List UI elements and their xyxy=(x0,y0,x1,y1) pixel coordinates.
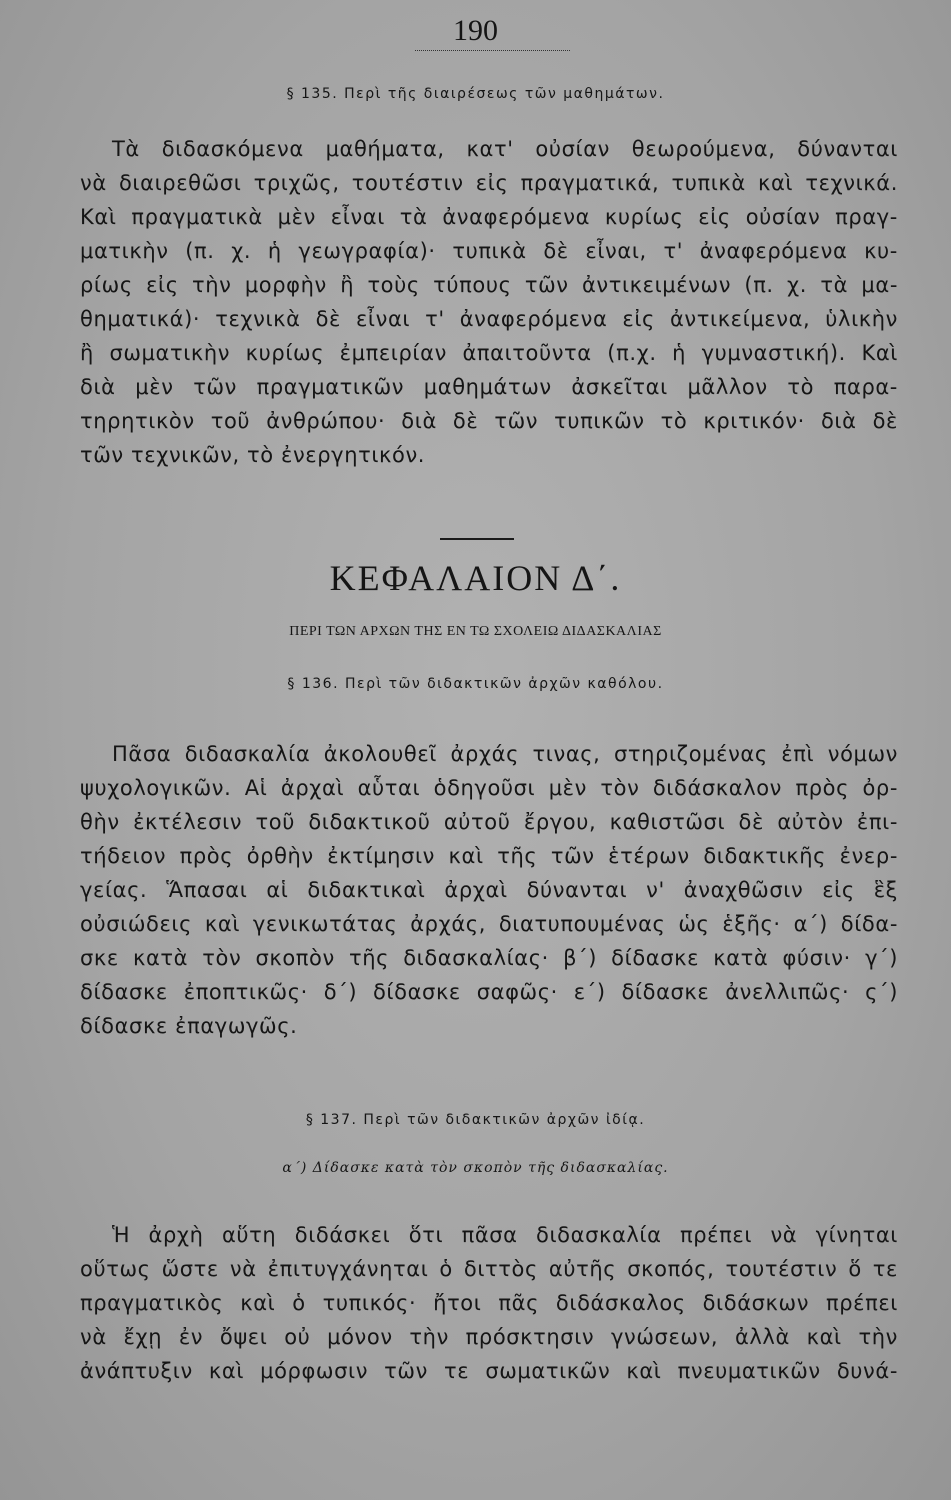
text-line: ματικὴν (π. χ. ἡ γεωγραφία)· τυπικὰ δὲ εἶναι, τ' ἀναφερόμενα κυ- xyxy=(80,239,898,263)
section-135-heading: § 135. Περὶ τῆς διαιρέσεως τῶν μαθημάτων. xyxy=(286,86,665,102)
text-line: τήδειον πρὸς ὀρθὴν ἐκτίμησιν καὶ τῆς τῶν ἑτέρων διδακτικῆς ἐνερ- xyxy=(80,844,898,868)
section-136-heading: § 136. Περὶ τῶν διδακτικῶν ἀρχῶν καθόλου. xyxy=(287,676,664,692)
section-136-paragraph xyxy=(80,737,898,1043)
section-137-paragraph xyxy=(80,1218,898,1388)
text-line: τῶν τεχνικῶν, τὸ ἐνεργητικόν. xyxy=(80,443,426,467)
text-line: γείας. Ἅπασαι αἱ διδακτικαὶ ἀρχαὶ δύνανται ν' ἀναχθῶσιν εἰς ἓξ xyxy=(80,878,898,902)
chapter-title: ΚΕΦΑΛΑΙΟΝ Δ΄. xyxy=(329,558,622,598)
chapter-subtitle: ΠΕΡΙ ΤΩΝ ΑΡΧΩΝ ΤΗΣ ΕΝ ΤΩ ΣΧΟΛΕΙΩ ΔΙΔΑΣΚΑΛΙΑΣ xyxy=(289,624,662,639)
text-line: οὐσιώδεις καὶ γενικωτάτας ἀρχάς, διατυπουμένας ὡς ἑξῆς· α΄) δίδα- xyxy=(80,912,898,936)
text-line: θὴν ἐκτέλεσιν τοῦ διδακτικοῦ αὐτοῦ ἔργου, καθιστῶσι δὲ αὐτὸν ἐπι- xyxy=(80,810,898,834)
text-line: δίδασκε ἐπαγωγῶς. xyxy=(80,1014,298,1038)
chapter-divider xyxy=(440,538,514,540)
page-number: 190 xyxy=(453,14,498,47)
text-line: ρίως εἰς τὴν μορφὴν ἢ τοὺς τύπους τῶν ἀντικειμένων (π. χ. τὰ μα- xyxy=(80,273,898,297)
text-line: Πᾶσα διδασκαλία ἀκολουθεῖ ἀρχάς τινας, στηριζομένας ἐπὶ νόμων xyxy=(112,742,898,766)
text-line: ψυχολογικῶν. Αἱ ἀρχαὶ αὗται ὁδηγοῦσι μὲν τὸν διδάσκαλον πρὸς ὀρ- xyxy=(80,776,898,800)
text-line: οὕτως ὥστε νὰ ἐπιτυγχάνηται ὁ διττὸς αὐτῆς σκοπός, τουτέστιν ὅ τε xyxy=(80,1257,898,1281)
text-line: θηματικά)· τεχνικὰ δὲ εἶναι τ' ἀναφερόμενα εἰς ἀντικείμενα, ὑλικὴν xyxy=(80,307,898,331)
text-line: ἢ σωματικὴν κυρίως ἐμπειρίαν ἀπαιτοῦντα (π.χ. ἡ γυμναστική). Καὶ xyxy=(80,341,898,365)
text-line: διὰ μὲν τῶν πραγματικῶν μαθημάτων ἀσκεῖται μᾶλλον τὸ παρα- xyxy=(80,375,898,399)
text-line: Καὶ πραγματικὰ μὲν εἶναι τὰ ἀναφερόμενα κυρίως εἰς οὐσίαν πραγ- xyxy=(80,205,898,229)
section-137-heading: § 137. Περὶ τῶν διδακτικῶν ἀρχῶν ἰδίᾳ. xyxy=(305,1112,646,1128)
text-line: δίδασκε ἐποπτικῶς· δ΄) δίδασκε σαφῶς· ε΄) δίδασκε ἀνελλιπῶς· ς΄) xyxy=(80,980,898,1004)
text-line: ἀνάπτυξιν καὶ μόρφωσιν τῶν τε σωματικῶν καὶ πνευματικῶν δυνά- xyxy=(80,1359,898,1383)
text-line: τηρητικὸν τοῦ ἀνθρώπου· διὰ δὲ τῶν τυπικῶν τὸ κριτικόν· διὰ δὲ xyxy=(80,409,898,433)
text-line: νὰ ἔχῃ ἐν ὄψει οὐ μόνον τὴν πρόσκτησιν γνώσεων, ἀλλὰ καὶ τὴν xyxy=(80,1325,898,1349)
text-line: Τὰ διδασκόμενα μαθήματα, κατ' οὐσίαν θεωρούμενα, δύνανται xyxy=(112,137,898,161)
text-line: νὰ διαιρεθῶσι τριχῶς, τουτέστιν εἰς πραγματικά, τυπικὰ καὶ τεχνικά. xyxy=(80,171,898,195)
section-135-paragraph xyxy=(80,132,898,472)
page-number-underline xyxy=(415,50,570,51)
text-line: πραγματικὸς καὶ ὁ τυπικός· ἤτοι πᾶς διδάσκαλος διδάσκων πρέπει xyxy=(80,1291,898,1315)
section-137-subheading: α΄) Δίδασκε κατὰ τὸν σκοπὸν τῆς διδασκαλίας. xyxy=(282,1160,669,1176)
text-line: Ἡ ἀρχὴ αὕτη διδάσκει ὅτι πᾶσα διδασκαλία πρέπει νὰ γίνηται xyxy=(112,1223,898,1247)
text-line: σκε κατὰ τὸν σκοπὸν τῆς διδασκαλίας· β΄) δίδασκε κατὰ φύσιν· γ΄) xyxy=(80,946,898,970)
